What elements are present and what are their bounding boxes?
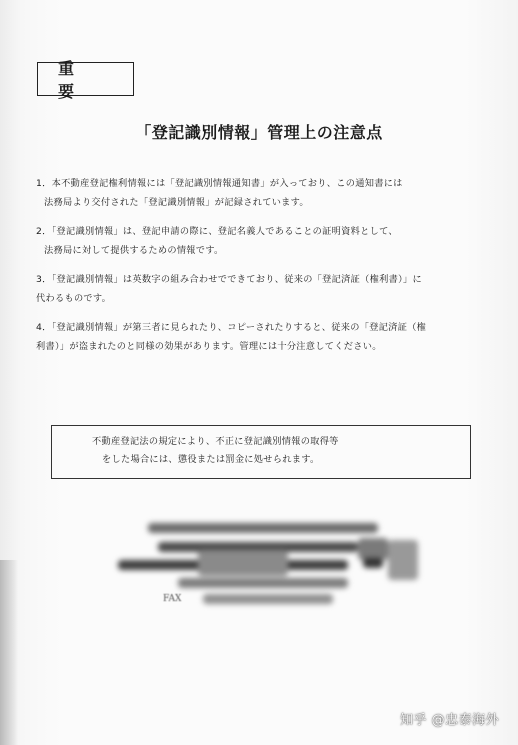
note-item: [36, 174, 486, 212]
warning-line: をした場合には、懲役または罰金に処せられます。: [102, 454, 320, 465]
note-line: 4．「登記識別情報」が第三者に見られたり、コピーされたりすると、従来の「登記済証（権: [36, 322, 427, 333]
watermark: 知乎 @忠泰海外: [400, 713, 500, 728]
page-title: 「登記識別情報」管理上の注意点: [135, 123, 383, 142]
warning-line: 不動産登記法の規定により、不正に登記識別情報の取得等: [92, 436, 339, 447]
scan-shadow: [0, 560, 18, 745]
note-item: [36, 318, 486, 356]
note-item: [36, 270, 486, 308]
note-line: 2．「登記識別情報」は、登記申請の際に、登記名義人であることの証明資料として、: [36, 226, 398, 237]
note-line: 利書）」が盗まれたのと同様の効果があります。管理には十分注意してください。: [36, 341, 382, 352]
important-tag: 重 要: [37, 62, 134, 96]
note-line: 3．「登記識別情報」は英数字の組み合わせでできており、従来の「登記済証（権利書）」に: [36, 274, 422, 285]
penalty-warning-box: [51, 425, 471, 479]
note-item: [36, 222, 486, 260]
notes-list: [36, 174, 486, 366]
note-line: 法務局より交付された「登記識別情報」が記録されています。: [44, 197, 309, 208]
note-line: 代わるものです。: [36, 293, 112, 304]
fax-label: FAX: [163, 594, 182, 604]
note-line: 法務局に対して提供するための情報です。: [44, 245, 224, 256]
note-line: 1．本不動産登記権利情報には「登記識別情報通知書」が入っており、この通知書には: [36, 178, 403, 189]
